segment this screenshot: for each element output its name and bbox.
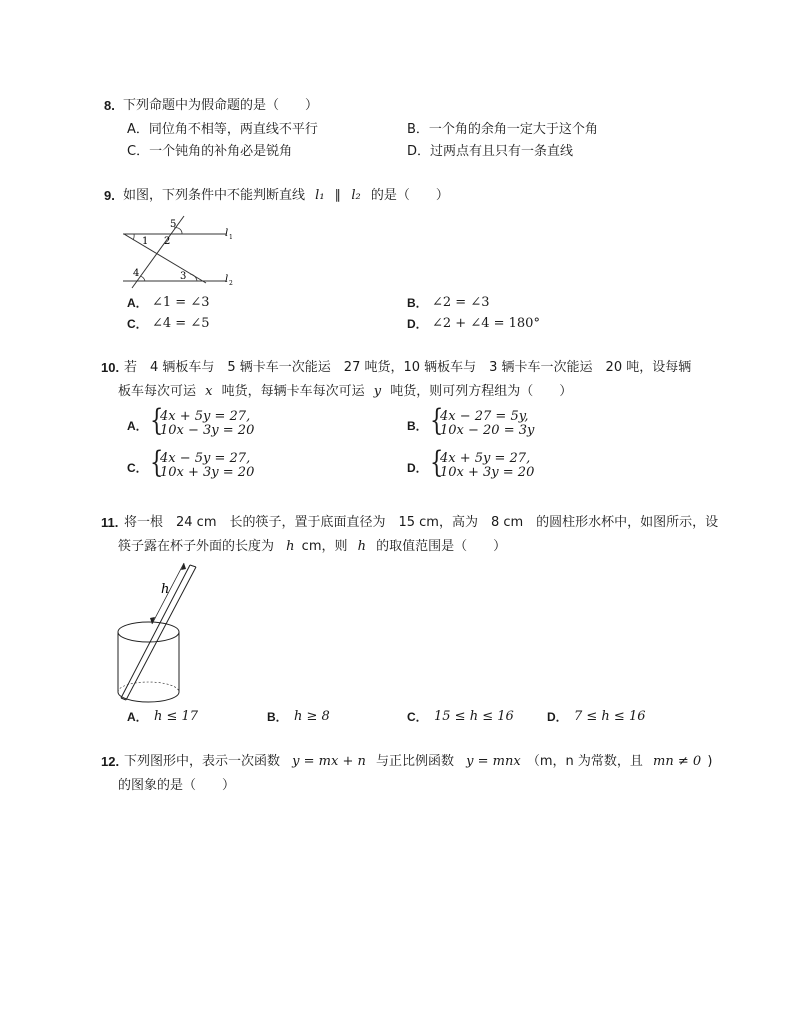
- equation-2: 10x + 3y = 20: [440, 465, 535, 480]
- option-d: 7 ≤ h ≤ 16: [574, 709, 646, 724]
- formula-proportional: y = mnx: [466, 754, 521, 769]
- label-angle-2: 2: [164, 236, 171, 247]
- stem-text: 的是（ ）: [370, 188, 449, 203]
- angle-4-arc: [140, 276, 145, 281]
- question-stem: [123, 187, 449, 205]
- question-number: 12.: [101, 754, 120, 769]
- option-b-letter: B．: [267, 710, 288, 724]
- label-angle-4: 4: [133, 268, 140, 279]
- option-a: h ≤ 17: [154, 709, 199, 724]
- variable-h: h: [286, 539, 295, 554]
- label-l2-sub: 2: [229, 280, 233, 287]
- stem-text: cm，则: [301, 539, 348, 554]
- option-b: h ≥ 8: [294, 709, 330, 724]
- option-d-letter: D．: [407, 317, 428, 331]
- option-d-letter: D．: [407, 461, 428, 475]
- option-b-system: [430, 403, 550, 440]
- option-d-system: [430, 445, 550, 482]
- variable-y: y: [373, 384, 382, 399]
- stem-text: 下列图形中，表示一次函数: [124, 754, 281, 769]
- option-c: C．一个钝角的补角必是锐角: [127, 144, 293, 159]
- stem-text: 筷子露在杯子外面的长度为: [118, 539, 275, 554]
- option-c-system: [150, 445, 270, 482]
- question-stem-line1: [124, 753, 712, 771]
- question-number: 10.: [101, 360, 120, 375]
- stem-text: 吨货，每辆卡车每次可运: [221, 384, 365, 399]
- stem-text: 吨货，则可列方程组为（ ）: [390, 384, 573, 399]
- stem-text: 如图，下列条件中不能判断直线: [123, 188, 306, 203]
- option-b-letter: B．: [407, 296, 428, 310]
- question-stem-line2: [118, 538, 506, 556]
- line-l2-symbol: l₂: [351, 188, 361, 203]
- label-l1: l: [225, 228, 229, 239]
- parallel-lines-figure: [118, 212, 248, 290]
- formula-linear: y = mx + n: [292, 754, 366, 769]
- variable-h: h: [357, 539, 366, 554]
- label-l2: l: [225, 274, 229, 285]
- equation-1: 4x + 5y = 27,: [440, 451, 531, 466]
- label-angle-3: 3: [180, 271, 187, 282]
- figure-label-h: h: [161, 582, 170, 597]
- option-b-letter: B．: [407, 419, 428, 433]
- angle-1-arc: [133, 234, 134, 240]
- chopstick-top-end: [190, 565, 196, 567]
- stem-text: 与正比例函数: [376, 754, 455, 769]
- option-c-letter: C．: [407, 710, 428, 724]
- cup-chopstick-figure: [110, 558, 220, 706]
- option-a: A．同位角不相等，两直线不平行: [127, 122, 318, 137]
- option-c-letter: C．: [127, 317, 148, 331]
- stem-text: ): [707, 754, 713, 769]
- label-l1-sub: 1: [229, 234, 233, 241]
- question-number: 8.: [104, 98, 115, 113]
- option-d-letter: D．: [547, 710, 568, 724]
- equation-1: 4x − 27 = 5y,: [440, 409, 529, 424]
- option-d: D．过两点有且只有一条直线: [407, 144, 574, 159]
- brace: {: [150, 445, 164, 480]
- question-stem: 下列命题中为假命题的是（ ）: [123, 98, 319, 113]
- question-stem-line2: 的图象的是（ ）: [118, 778, 236, 793]
- stem-text: 的取值范围是（ ）: [376, 539, 507, 554]
- question-number: 9.: [104, 188, 115, 203]
- equation-2: 10x − 20 = 3y: [440, 423, 535, 438]
- option-a: ∠1 = ∠3: [152, 295, 210, 310]
- formula-condition: mn ≠ 0: [653, 754, 702, 769]
- equation-2: 10x − 3y = 20: [160, 423, 255, 438]
- cup-top-ellipse: [118, 622, 179, 642]
- brace: {: [430, 445, 444, 480]
- stem-text: （m，n 为常数，且: [526, 754, 643, 769]
- parallel-symbol: ∥: [334, 188, 342, 203]
- option-a-letter: A．: [127, 296, 148, 310]
- question-stem-line2: [118, 383, 572, 401]
- question-stem-line1: 若 4 辆板车与 5 辆卡车一次能运 27 吨货，10 辆板车与 3 辆卡车一次能运 20 吨，设每辆: [124, 360, 692, 375]
- option-b: B．一个角的余角一定大于这个角: [407, 122, 598, 137]
- option-d: ∠2 + ∠4 = 180°: [432, 316, 540, 331]
- variable-x: x: [205, 384, 213, 399]
- equation-2: 10x + 3y = 20: [160, 465, 255, 480]
- option-c-letter: C．: [127, 461, 148, 475]
- line-l1-symbol: l₁: [315, 188, 325, 203]
- option-a-letter: A．: [127, 419, 148, 433]
- stem-text: 板车每次可运: [118, 384, 197, 399]
- chopstick-edge-1: [121, 565, 190, 698]
- angle-3-arc: [190, 274, 197, 281]
- label-angle-5: 5: [170, 219, 177, 230]
- brace: {: [430, 403, 444, 438]
- option-b: ∠2 = ∠3: [432, 295, 490, 310]
- question-stem-line1: 将一根 24 cm 长的筷子，置于底面直径为 15 cm，高为 8 cm 的圆柱形水杯中，如图所示，设: [124, 515, 719, 530]
- equation-1: 4x − 5y = 27,: [160, 451, 251, 466]
- equation-1: 4x + 5y = 27,: [160, 409, 251, 424]
- brace: {: [150, 403, 164, 438]
- label-angle-1: 1: [142, 236, 149, 247]
- option-a-letter: A．: [127, 710, 148, 724]
- question-number: 11.: [101, 515, 119, 530]
- option-a-system: [150, 403, 270, 440]
- option-c: 15 ≤ h ≤ 16: [434, 709, 514, 724]
- option-c: ∠4 = ∠5: [152, 316, 210, 331]
